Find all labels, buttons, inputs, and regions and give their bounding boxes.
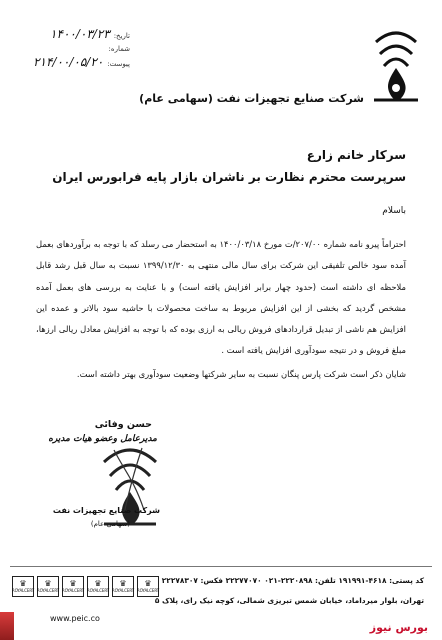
meta-number-label: شماره: <box>108 45 130 53</box>
news-watermark: بورس نیوز <box>369 621 428 634</box>
letter-meta <box>10 28 130 71</box>
crown-icon: ♛ <box>119 579 127 588</box>
cert-badge: ♛ ROYALCERT <box>112 576 134 597</box>
greeting: باسلام <box>382 206 406 216</box>
footer-address: تهران، بلوار میرداماد، خیابان شمس تبریزی شمالی، کوچه نیک رای، پلاک ۵ <box>154 596 424 605</box>
footer-divider <box>10 566 432 567</box>
meta-date-row <box>10 28 130 43</box>
crown-icon: ♛ <box>94 579 102 588</box>
crown-icon: ♛ <box>69 579 77 588</box>
website-link[interactable]: www.peic.co <box>50 614 100 623</box>
corner-mark <box>0 612 14 640</box>
meta-attachment-label: پیوست: <box>107 60 130 68</box>
meta-attachment-value: ۲۱۴/۰۰/۰۵/۲۰ <box>33 55 104 69</box>
meta-date-value: ۱۴۰۰/۰۳/۲۳ <box>50 27 110 41</box>
addressee-title: سرپرست محترم نظارت بر ناشران بازار پایه فرابورس ایران <box>52 170 406 184</box>
crown-icon: ♛ <box>19 579 27 588</box>
crown-icon: ♛ <box>144 579 152 588</box>
cert-badge: ♛ ROYALCERT <box>87 576 109 597</box>
cert-badge: ♛ ROYALCERT <box>37 576 59 597</box>
company-logo-icon <box>366 22 426 112</box>
crown-icon: ♛ <box>44 579 52 588</box>
signatory-name: حسن وفائی <box>94 419 152 430</box>
signatory-title: مدیرعامل وعضو هیات مدیره <box>48 434 157 444</box>
letter-closing: شایان ذکر است شرکت پارس پنگان نسبت به سایر شرکتها وضعیت سودآوری بهتر داشته است. <box>76 369 406 379</box>
cert-badge: ♛ ROYALCERT <box>12 576 34 597</box>
footer-contact: کد پستی: ۴۶۱۸-۱۹۱۹۹۱ تلفن: ۲۲۲۰۸۹۸-۰۲۱ ۲۲۲۷۷۰۷۰ فکس: ۲۲۲۷۸۳۰۷ <box>161 576 424 585</box>
company-name: شرکت صنایع تجهیزات نفت (سهامی عام) <box>139 92 364 105</box>
meta-attachment-row <box>10 56 130 71</box>
addressee-salute: سرکار خانم زارع <box>306 148 406 162</box>
cert-badge: ♛ ROYALCERT <box>62 576 84 597</box>
stamp-company-name: شرکت صنایع تجهیزات نفت <box>52 506 160 515</box>
cert-badge: ♛ ROYALCERT <box>137 576 159 597</box>
certification-badges <box>12 576 159 597</box>
stamp-company-type: (سهامی عام) <box>90 520 130 528</box>
letter-body: احتراماً پیرو نامه شماره ۲۰۷/۰۰/ت مورخ ۱۴۰۰/۰۳/۱۸ به استحضار می رسلد که با توجه به برآوردهای بعمل آمده سود خالص تلفیقی این شرکت برای سال مالی منتهی به ۱۳۹۹/۱۲/۳۰ نسبت به سال قبل رشد قابل ملاحظه ای داشته است (حدود چهار برابر افزایش یافته است) و با عنایت به بررسی های بعمل آمده مشخص گردید که بخشی از این افزایش مربوط به ساخت محصولات با حاشیه سود بالاتر و عمده این افزایش هم ناشی از تبدیل قراردادهای فروش ریالی به ارزی بوده که با توجه به افزایش معادل ریالی ارزها، مبلغ فروش و در نتیجه سودآوری افزایش یافته است . <box>36 239 406 356</box>
meta-date-label: تاریخ: <box>113 32 130 40</box>
company-stamp-icon <box>84 440 176 532</box>
